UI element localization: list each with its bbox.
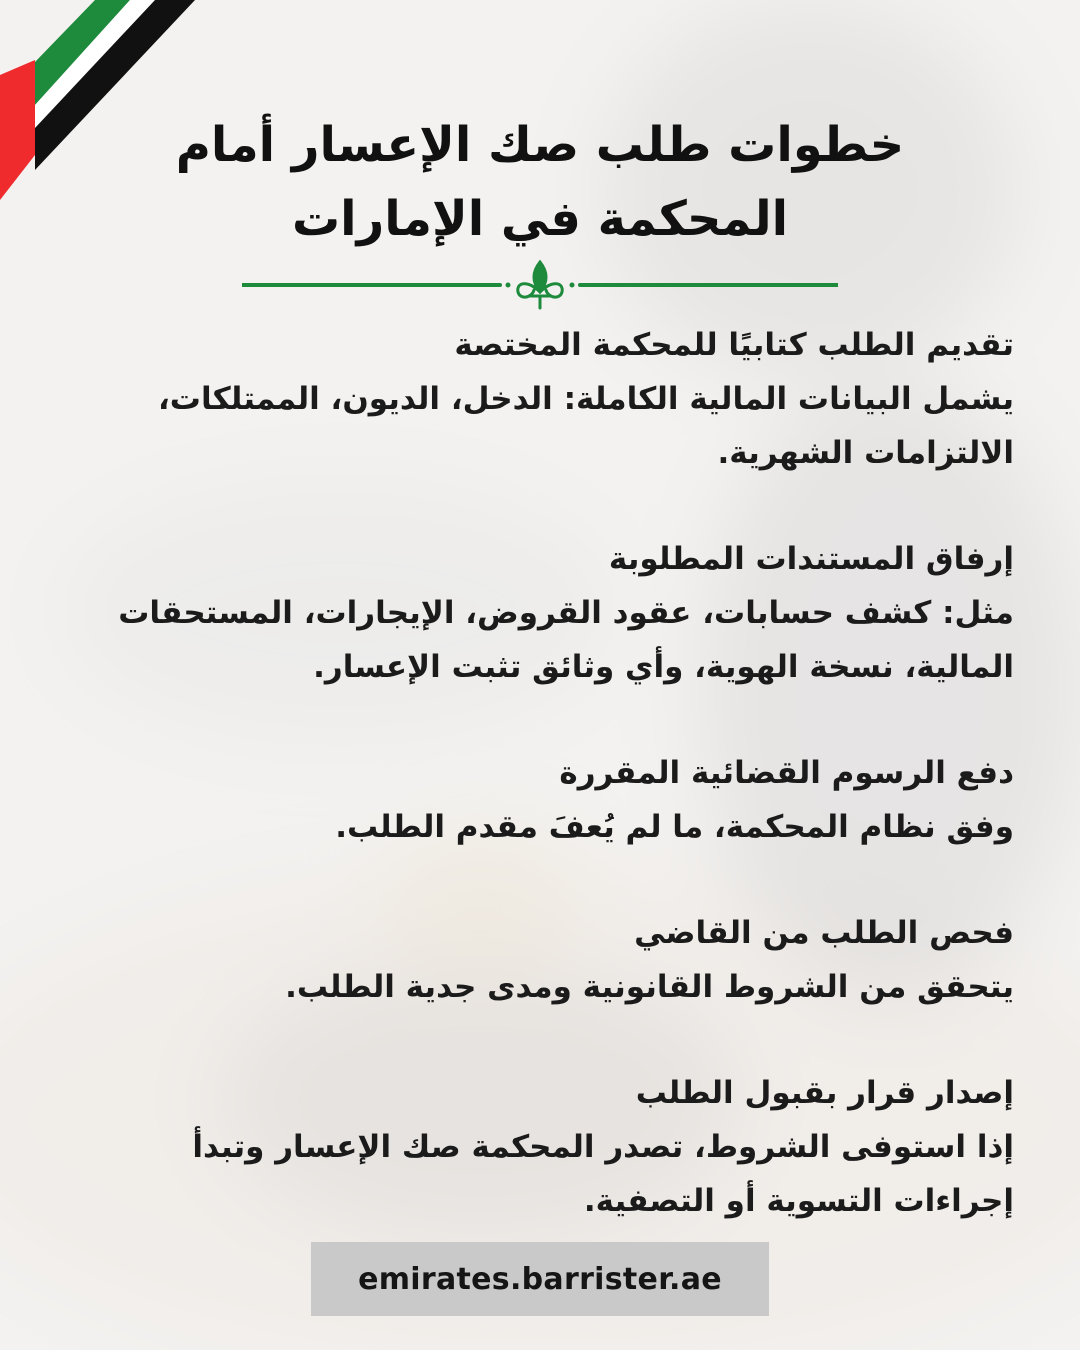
step-description: وفق نظام المحكمة، ما لم يُعفَ مقدم الطلب. [335,809,1014,845]
step-item [66,318,1014,480]
step-description: إذا استوفى الشروط، تصدر المحكمة صك الإعسار وتبدأ إجراءات التسوية أو التصفية. [192,1129,1014,1219]
step-description: يشمل البيانات المالية الكاملة: الدخل، الديون، الممتلكات، الالتزامات الشهرية. [158,381,1014,471]
step-description: يتحقق من الشروط القانونية ومدى جدية الطلب. [285,969,1014,1005]
step-title: إرفاق المستندات المطلوبة [608,541,1014,577]
step-item [66,746,1014,854]
page-title [140,108,940,256]
step-title: دفع الرسوم القضائية المقررة [559,755,1014,791]
step-description: مثل: كشف حسابات، عقود القروض، الإيجارات، المستحقات المالية، نسخة الهوية، وأي وثائق تثبت الإعسار. [118,595,1014,685]
website-badge [311,1242,769,1316]
title-line-2: المحكمة في الإمارات [291,191,789,247]
title-line-1: خطوات طلب صك الإعسار أمام [175,117,905,173]
website-url: emirates.barrister.ae [358,1261,722,1297]
step-item [66,532,1014,694]
steps-list [66,318,1014,1280]
fleur-de-lis-icon [506,262,575,308]
ornamental-divider [242,258,838,312]
step-title: إصدار قرار بقبول الطلب [635,1075,1014,1111]
step-item [66,906,1014,1014]
step-title: تقديم الطلب كتابيًا للمحكمة المختصة [454,327,1014,363]
step-item [66,1066,1014,1228]
step-title: فحص الطلب من القاضي [634,915,1014,951]
